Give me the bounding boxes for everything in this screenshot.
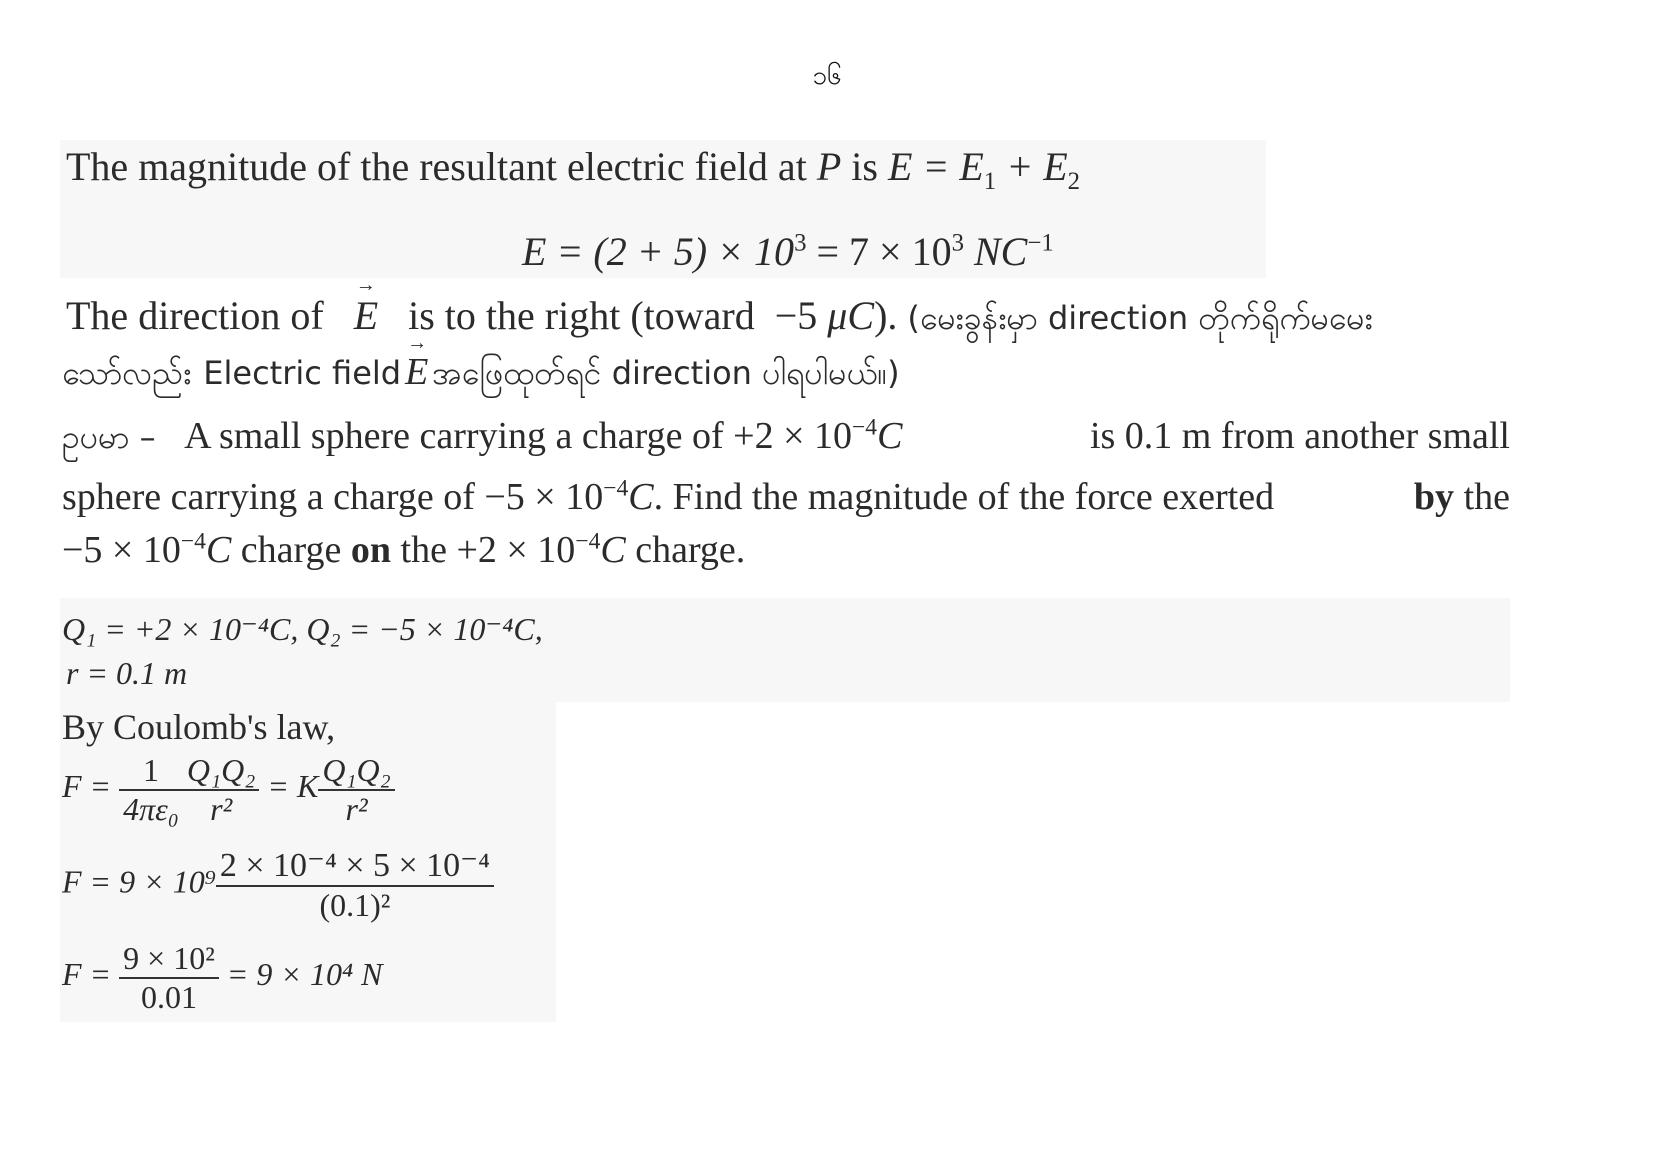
result-mid: = 7 × 10 xyxy=(806,229,952,274)
f1-frac3-num: Q₁Q₂ xyxy=(318,752,394,791)
formula-1 xyxy=(62,752,395,828)
f3-num: 9 × 10² xyxy=(119,940,219,979)
example-text-2c: . Find the magnitude of the force exerted xyxy=(653,476,1275,518)
f1-fraction-2 xyxy=(183,752,259,828)
example-exp-3b: −4 xyxy=(575,528,601,555)
example-text-2d: the xyxy=(1463,476,1510,518)
example-text-1a: A small sphere carrying a charge of +2 × 10 xyxy=(184,415,853,457)
f1-eq: = K xyxy=(267,768,319,805)
formula-2 xyxy=(62,846,494,924)
f2-fraction xyxy=(216,846,494,924)
direction-charge-unit: μC xyxy=(827,293,875,338)
example-text-3c: charge xyxy=(240,529,342,571)
example-text-3d: the +2 × 10 xyxy=(400,529,576,571)
f1-frac1-num: 1 xyxy=(119,752,183,791)
sub-2: 2 xyxy=(1067,168,1081,195)
eq-plus: + E xyxy=(1006,144,1068,189)
direction-text-1: The direction of xyxy=(66,293,324,338)
example-bold-on: on xyxy=(350,529,392,571)
givens-r-text: r = 0.1 m xyxy=(66,655,188,691)
example-text-1c: is 0.1 m from another small xyxy=(1089,415,1510,457)
f2-num: 2 × 10⁻⁴ × 5 × 10⁻⁴ xyxy=(216,846,494,887)
direction-text-3: ). xyxy=(874,293,898,338)
f1-frac2-den: r² xyxy=(210,790,233,827)
example-exp-3: −4 xyxy=(180,528,206,555)
example-unit-2: C xyxy=(628,476,654,518)
f1-frac1-den: 4πε₀ xyxy=(123,790,179,827)
example-text-3f: charge. xyxy=(635,529,746,571)
example-exp-2: −4 xyxy=(603,475,629,502)
result-unit: NC xyxy=(964,229,1028,274)
myanmar-note-2a: သော်လည်း xyxy=(62,354,192,392)
example-text-2a: sphere carrying a charge of −5 × 10 xyxy=(62,476,604,518)
resultant-sentence xyxy=(66,143,1081,195)
f1-fraction-1 xyxy=(119,752,183,828)
example-unit-1: C xyxy=(877,415,903,457)
page-number: ၁၆ xyxy=(812,61,842,91)
f1-frac3-den: r² xyxy=(345,790,368,827)
field-label: Electric field xyxy=(203,354,402,392)
example-line-3 xyxy=(62,528,745,572)
result-lhs: E = (2 + 5) × 10 xyxy=(522,229,795,274)
f1-fraction-3 xyxy=(318,752,394,828)
eq-lhs: E = E xyxy=(887,144,984,189)
is-word: is xyxy=(851,144,878,189)
givens-q xyxy=(62,610,543,648)
vector-e-2: → E xyxy=(405,350,428,394)
f3-rhs: = 9 × 10⁴ N xyxy=(226,956,383,993)
f3-lhs: F = xyxy=(62,956,112,993)
example-exp-1: −4 xyxy=(852,414,878,441)
resultant-text: The magnitude of the resultant electric field at xyxy=(66,144,807,189)
example-unit-3b: C xyxy=(600,529,626,571)
formula-3 xyxy=(62,940,382,1016)
direction-line-1 xyxy=(66,292,1373,345)
point-label: P xyxy=(816,144,842,189)
example-text-3a: −5 × 10 xyxy=(62,529,181,571)
myanmar-note-2b: အဖြေထုတ်ရင် direction ပါရပါမယ်။) xyxy=(432,354,900,392)
f3-den: 0.01 xyxy=(140,978,197,1015)
f3-fraction xyxy=(119,940,219,1016)
givens-r xyxy=(66,655,187,692)
example-label: ဥပမာ – xyxy=(62,418,156,456)
example-bold-by: by xyxy=(1413,476,1455,518)
example-line-2 xyxy=(62,475,1510,519)
givens-q-text: Q₁ = +2 × 10⁻⁴C, Q₂ = −5 × 10⁻⁴C, xyxy=(62,611,543,647)
f2-den: (0.1)² xyxy=(319,887,391,924)
f1-lhs: F = xyxy=(62,768,112,805)
result-equation xyxy=(522,228,1054,275)
direction-line-2 xyxy=(62,350,900,400)
result-unit-exp: −1 xyxy=(1027,229,1054,257)
f1-frac2-num: Q₁Q₂ xyxy=(183,752,259,791)
sub-1: 1 xyxy=(983,168,997,195)
result-exp1: 3 xyxy=(794,229,807,257)
law-label: By Coulomb's law, xyxy=(62,707,336,747)
direction-text-2: is to the right (toward xyxy=(408,293,755,338)
example-unit-3: C xyxy=(205,529,232,571)
result-exp2: 3 xyxy=(951,229,964,257)
direction-charge: −5 xyxy=(774,293,818,338)
example-line-1 xyxy=(62,414,1510,464)
myanmar-note-1: (မေးခွန်းမှာ direction တိုက်ရိုက်မမေး xyxy=(907,299,1373,337)
f2-lhs: F = 9 × 10⁹ xyxy=(62,863,216,900)
vector-e: → E xyxy=(354,292,378,339)
